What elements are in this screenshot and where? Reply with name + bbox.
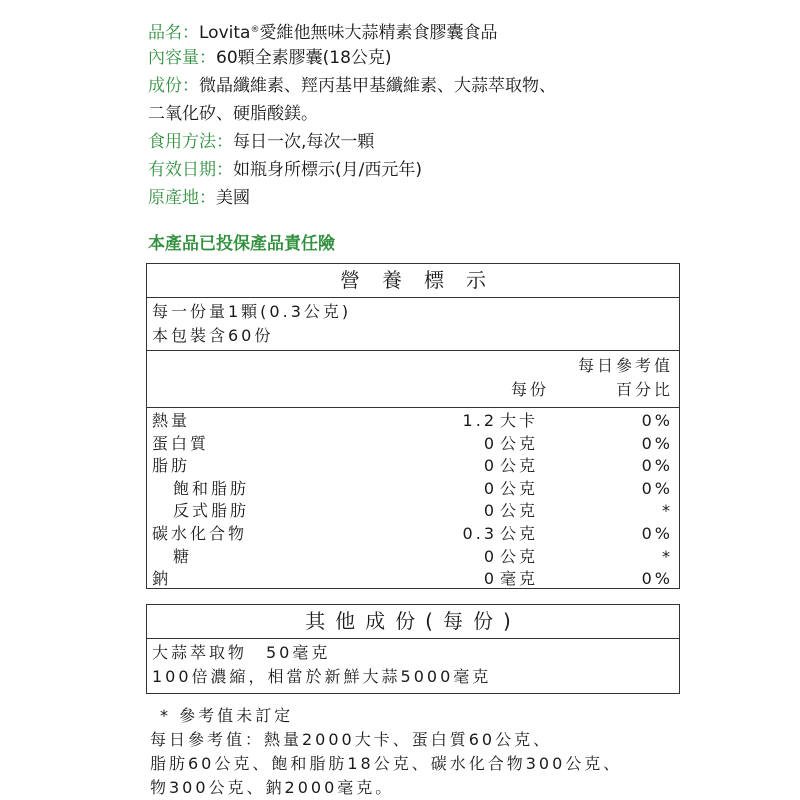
expiry-label: 有效日期： [148,160,233,180]
dv-header-line1: 每日參考值 [577,356,673,375]
nutrition-row [147,523,679,546]
nutrition-row [147,455,679,478]
ingredients-line2: 二氧化矽、硬脂酸鎂。 [148,104,318,124]
nutrient-unit: 公克 [500,501,539,521]
usage-value: 每日一次,每次一顆 [233,132,375,152]
nutrient-amount: 0 [483,569,497,589]
nutrient-dv: * [662,546,673,566]
expiry-row [148,156,556,184]
nutrient-name: 糖 [173,546,193,566]
product-name: 愛維他無味大蒜精素食膠囊食品 [259,23,498,43]
nutrient-unit: 毫克 [500,569,539,589]
nutrient-amount: 0.3 [462,523,497,543]
nutrient-unit: 公克 [500,456,539,476]
nutrient-dv: 0% [641,478,673,498]
nutrition-rows [147,408,679,591]
nutrient-unit: 公克 [500,433,539,453]
other-ingredients-title: 其他成份(每份) [147,605,679,639]
nutrient-amount: 0 [483,501,497,521]
ingredients-line1: 微晶纖維素、羥丙基甲基纖維素、大蒜萃取物、 [199,76,556,96]
content-row [148,44,556,72]
origin-row [148,184,556,212]
brand-name: Lovita [199,23,251,43]
name-label: 品名： [148,23,199,43]
origin-label: 原產地： [148,188,216,208]
note-undetermined: * 參考值未訂定 [160,706,294,725]
insurance-notice: 本產品已投保產品責任險 [148,234,335,254]
ingredients-row-2 [148,100,556,128]
content-value: 60顆全素膠囊(18公克) [216,48,392,68]
serving-size: 每一份量1顆(0.3公克) [152,302,352,321]
dv-header-line2: 百分比 [615,380,673,399]
nutrient-unit: 公克 [500,546,539,566]
note-daily-ref-3: 物300公克、鈉2000毫克。 [150,778,395,797]
nutrient-name: 鈉 [152,569,172,589]
product-info [148,16,556,212]
concentration-line: 100倍濃縮，相當於新鮮大蒜5000毫克 [152,667,492,686]
product-name-row [148,16,556,44]
nutrition-row [147,433,679,456]
nutrient-amount: 1.2 [462,411,497,430]
usage-row [148,128,556,156]
nutrition-row [147,478,679,501]
serving-info [147,298,679,351]
ingredients-row [148,72,556,100]
expiry-value: 如瓶身所標示(月/西元年) [233,160,422,180]
nutrition-row [147,500,679,523]
nutrient-dv: 0% [641,569,673,589]
nutrient-unit: 大卡 [500,411,539,430]
nutrient-dv: * [662,501,673,521]
reference-notes [150,704,622,800]
nutrient-unit: 公克 [500,523,539,543]
nutrition-row [147,546,679,569]
nutrient-name: 碳水化合物 [152,523,248,543]
origin-value: 美國 [216,188,250,208]
note-daily-ref-2: 脂肪60公克、飽和脂肪18公克、碳水化合物300公克、 [150,754,623,773]
nutrient-unit: 公克 [500,478,539,498]
nutrient-dv: 0% [641,433,673,453]
nutrient-dv: 0% [641,456,673,476]
nutrient-name: 反式脂肪 [173,501,250,521]
nutrition-header [147,351,679,408]
nutrient-amount: 0 [483,546,497,566]
per-serving-header: 每份 [511,380,550,399]
nutrition-facts-table [146,263,680,589]
nutrient-amount: 0 [483,456,497,476]
nutrition-row [147,410,679,433]
note-daily-ref-1: 每日參考值：熱量2000大卡、蛋白質60公克、 [150,730,553,749]
other-ingredients-body [147,639,679,689]
nutrient-dv: 0% [641,523,673,543]
nutrient-amount: 0 [483,478,497,498]
usage-label: 食用方法： [148,132,233,152]
nutrient-name: 蛋白質 [152,433,210,453]
other-ingredients-table [146,604,680,694]
nutrient-amount: 0 [483,433,497,453]
nutrition-row [147,568,679,591]
nutrient-dv: 0% [641,411,673,430]
content-label: 內容量： [148,48,216,68]
registered-mark: ® [250,25,260,35]
garlic-extract-line: 大蒜萃取物 50毫克 [152,643,331,662]
servings-per-pack: 本包裝含60份 [152,326,274,345]
nutrient-name: 飽和脂肪 [173,478,250,498]
nutrient-name: 脂肪 [152,456,191,476]
ingredients-label: 成份： [148,76,199,96]
nutrition-title: 營養標示 [147,264,679,298]
nutrient-name: 熱量 [152,411,191,430]
